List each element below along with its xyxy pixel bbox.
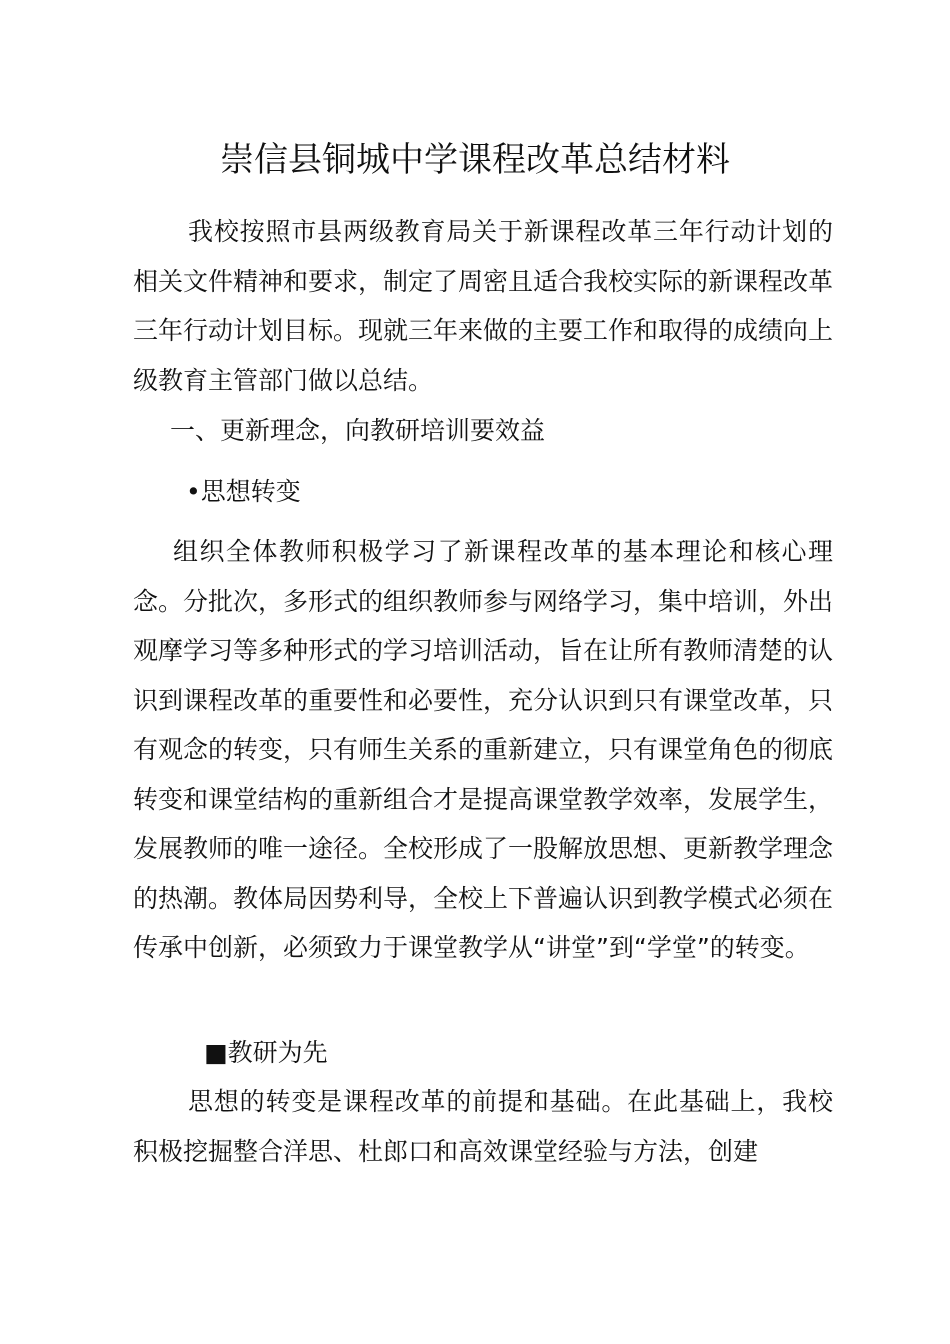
section-heading: 一、更新理念，向教研培训要效益 xyxy=(170,416,546,445)
bullet-heading-research-first: ■教研为先 xyxy=(204,1038,328,1067)
thinking-change-paragraph: 组织全体教师积极学习了新课程改革的基本理论和核心理念。分批次，多形式的组织教师参与网络学习，集中培训，外出观摩学习等多种形式的学习培训活动，旨在让所有教师清楚的认识到课程改革的重要性和必要性，充分认识到只有课堂改革，只有观念的转变，只有师生关系的重新建立，只有课堂角色的彻底转变和课堂结构的重新组合才是提高课堂教学效率，发展学生，发展教师的唯一途径。全校形成了一股解放思想、更新教学理念的热潮。教体局因势利导，全校上下普遍认识到教学模式必须在传承中创新，必须致力于课堂教学从“讲堂”到“学堂”的转变。 xyxy=(133,537,834,962)
bullet-heading-thinking-change: •思想转变 xyxy=(186,477,301,506)
document-title: 崇信县铜城中学课程改革总结材料 xyxy=(220,140,730,180)
intro-paragraph: 我校按照市县两级教育局关于新课程改革三年行动计划的相关文件精神和要求，制定了周密且适合我校实际的新课程改革三年行动计划目标。现就三年来做的主要工作和取得的成绩向上级教育主管部门做以总结。 xyxy=(133,217,834,395)
research-first-paragraph: 思想的转变是课程改革的前提和基础。在此基础上，我校积极挖掘整合洋思、杜郎口和高效课堂经验与方法，创建 xyxy=(133,1087,833,1166)
